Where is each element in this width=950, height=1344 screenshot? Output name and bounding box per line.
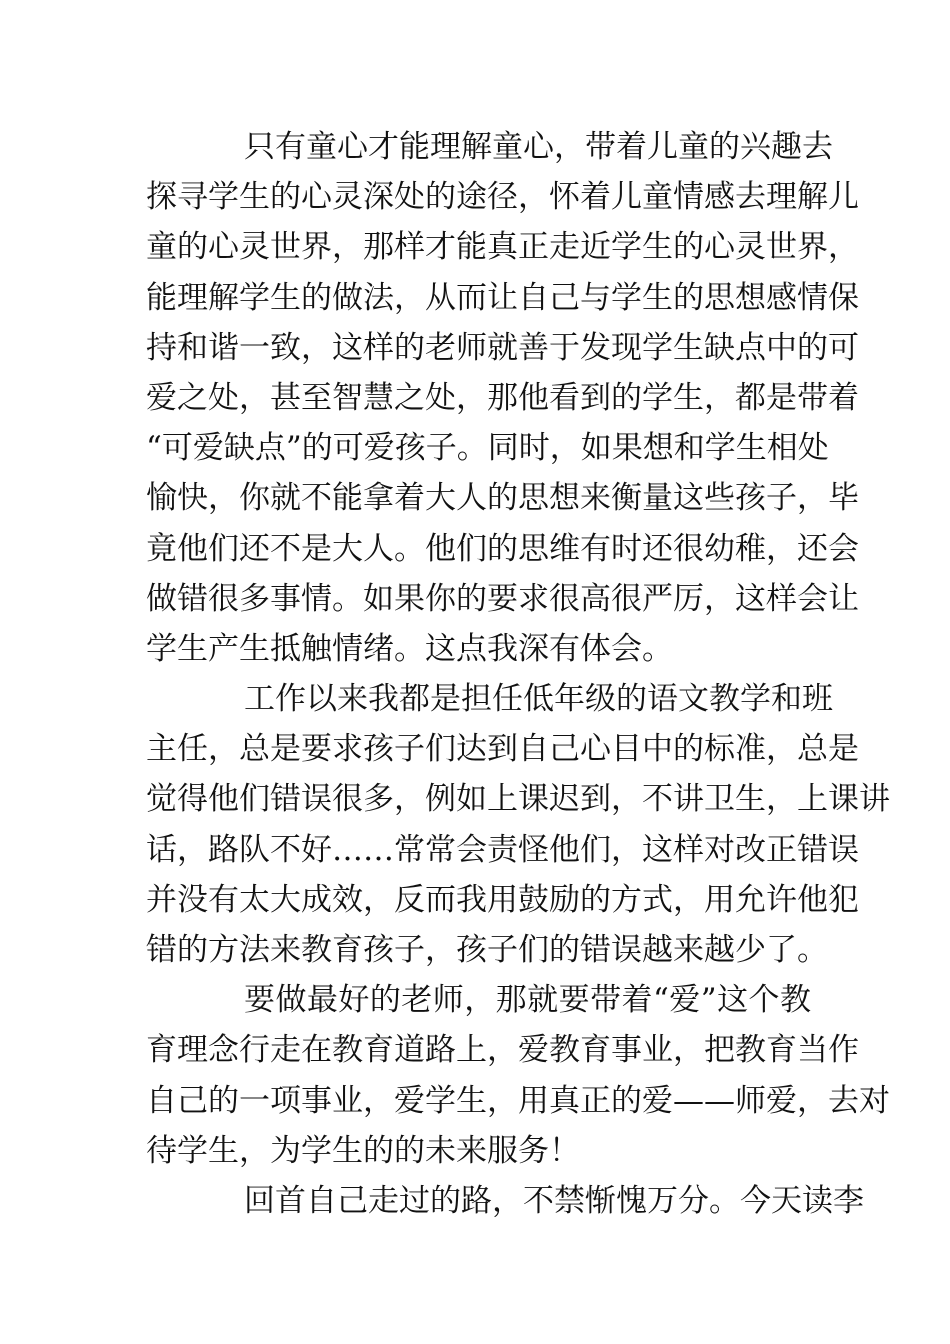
text-line: 做错很多事情。如果你的要求很高很严厉，这样会让 xyxy=(146,580,859,617)
text-line: 主任，总是要求孩子们达到自己心目中的标准，总是 xyxy=(146,731,859,768)
text-line: 爱之处，甚至智慧之处，那他看到的学生，都是带着 xyxy=(146,379,859,416)
paragraph-3 xyxy=(146,975,890,1176)
text-line: 育理念行走在教育道路上，爱教育事业，把教育当作 xyxy=(146,1032,859,1069)
text-line: 童的心灵世界，那样才能真正走近学生的心灵世界， xyxy=(146,229,859,266)
text-line: 错的方法来教育孩子，孩子们的错误越来越少了。 xyxy=(146,932,828,968)
text-line: 工作以来我都是担任低年级的语文教学和班 xyxy=(244,681,833,718)
paragraph-1 xyxy=(146,122,859,674)
text-line: 学生产生抵触情绪。这点我深有体会。 xyxy=(146,630,673,667)
text-line: 持和谐一致，这样的老师就善于发现学生缺点中的可 xyxy=(146,329,859,366)
text-line: 探寻学生的心灵深处的途径，怀着儿童情感去理解儿 xyxy=(146,179,859,216)
text-line: 只有童心才能理解童心，带着儿童的兴趣去 xyxy=(244,129,833,165)
text-line: 能理解学生的做法，从而让自己与学生的思想感情保 xyxy=(146,279,859,316)
text-line: 话，路队不好……常常会责怪他们，这样对改正错误 xyxy=(146,831,859,868)
text-line: 并没有太大成效，反而我用鼓励的方式，用允许他犯 xyxy=(146,881,859,918)
text-line: 竟他们还不是大人。他们的思维有时还很幼稚，还会 xyxy=(146,530,859,567)
paragraph-2 xyxy=(146,674,890,975)
text-line: 自己的一项事业，爱学生，用真正的爱——师爱，去对 xyxy=(146,1082,890,1119)
text-line: 要做最好的老师，那就要带着“爱”这个教 xyxy=(244,982,811,1019)
text-line: “可爱缺点”的可爱孩子。同时，如果想和学生相处 xyxy=(146,430,829,467)
text-line: 回首自己走过的路，不禁惭愧万分。今天读李 xyxy=(244,1182,864,1219)
paragraph-4 xyxy=(146,1176,864,1226)
document-body xyxy=(146,122,890,1226)
text-line: 愉快，你就不能拿着大人的思想来衡量这些孩子，毕 xyxy=(146,480,859,517)
text-line: 觉得他们错误很多，例如上课迟到，不讲卫生，上课讲 xyxy=(146,781,890,818)
text-line: 待学生，为学生的的未来服务！ xyxy=(146,1132,580,1169)
